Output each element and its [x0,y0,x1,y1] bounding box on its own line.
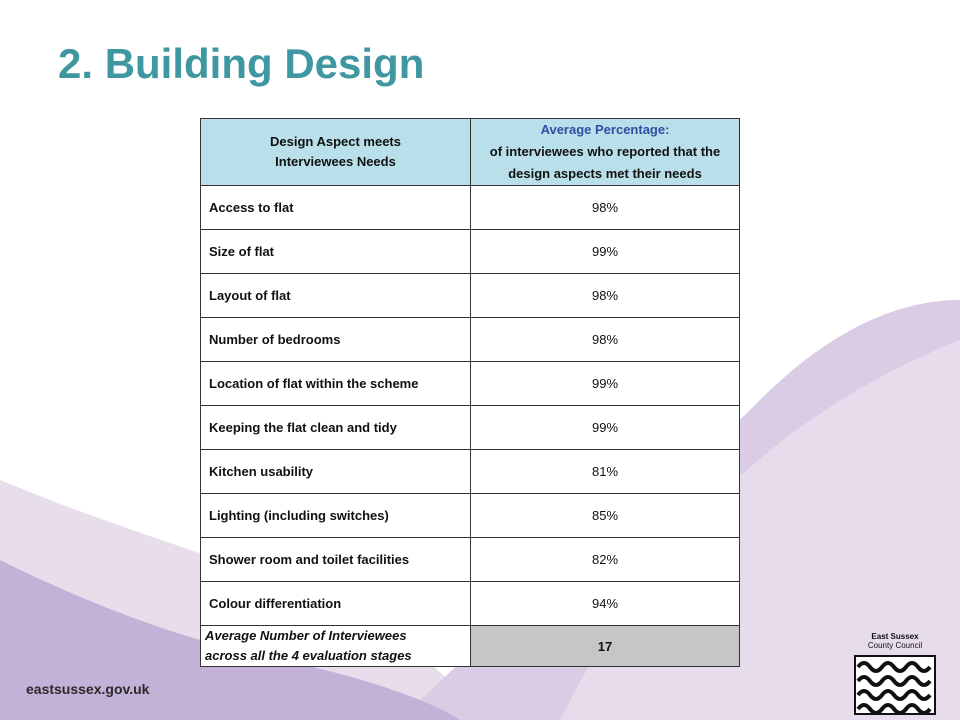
percent-cell: 94% [471,582,740,626]
aspect-cell: Kitchen usability [201,450,471,494]
percent-cell: 99% [471,406,740,450]
table-row [201,274,740,318]
header-col2-line1: Average Percentage: [540,122,670,137]
header-design-aspect [201,119,471,186]
page-title: 2. Building Design [58,40,425,87]
aspect-cell: Location of flat within the scheme [201,362,471,406]
percent-cell: 98% [471,274,740,318]
table-row [201,538,740,582]
footer-label-line1: Average Number of Interviewees [205,628,407,643]
aspect-cell: Shower room and toilet facilities [201,538,471,582]
aspect-cell: Access to flat [201,186,471,230]
aspect-cell: Layout of flat [201,274,471,318]
table-row [201,230,740,274]
footer-value: 17 [471,626,740,667]
header-average-percentage [471,119,740,186]
footer-label-line2: across all the 4 evaluation stages [205,648,412,663]
percent-cell: 99% [471,230,740,274]
design-aspects-table [200,118,740,667]
table-row [201,186,740,230]
table-row [201,362,740,406]
percent-cell: 82% [471,538,740,582]
aspect-cell: Colour differentiation [201,582,471,626]
aspect-cell: Number of bedrooms [201,318,471,362]
wave-logo-icon [854,655,936,715]
percent-cell: 99% [471,362,740,406]
aspect-cell: Lighting (including switches) [201,494,471,538]
percent-cell: 98% [471,186,740,230]
east-sussex-logo [852,632,938,715]
header-col2-line2: of interviewees who reported that the [489,144,721,159]
aspect-cell: Keeping the flat clean and tidy [201,406,471,450]
footer-label [201,626,471,667]
table-row [201,494,740,538]
table-row [201,582,740,626]
footer-url[interactable]: eastsussex.gov.uk [26,681,150,697]
aspect-cell: Size of flat [201,230,471,274]
percent-cell: 98% [471,318,740,362]
header-col1-line2: Interviewees Needs [275,154,396,169]
table-row [201,450,740,494]
table-footer-row [201,626,740,667]
logo-line2: County Council [867,641,923,650]
table-row [201,318,740,362]
percent-cell: 81% [471,450,740,494]
table-row [201,406,740,450]
logo-line1: East Sussex [871,632,919,641]
table-header-row [201,119,740,186]
percent-cell: 85% [471,494,740,538]
header-col1-line1: Design Aspect meets [269,134,401,149]
header-col2-line3: design aspects met their needs [508,166,702,181]
